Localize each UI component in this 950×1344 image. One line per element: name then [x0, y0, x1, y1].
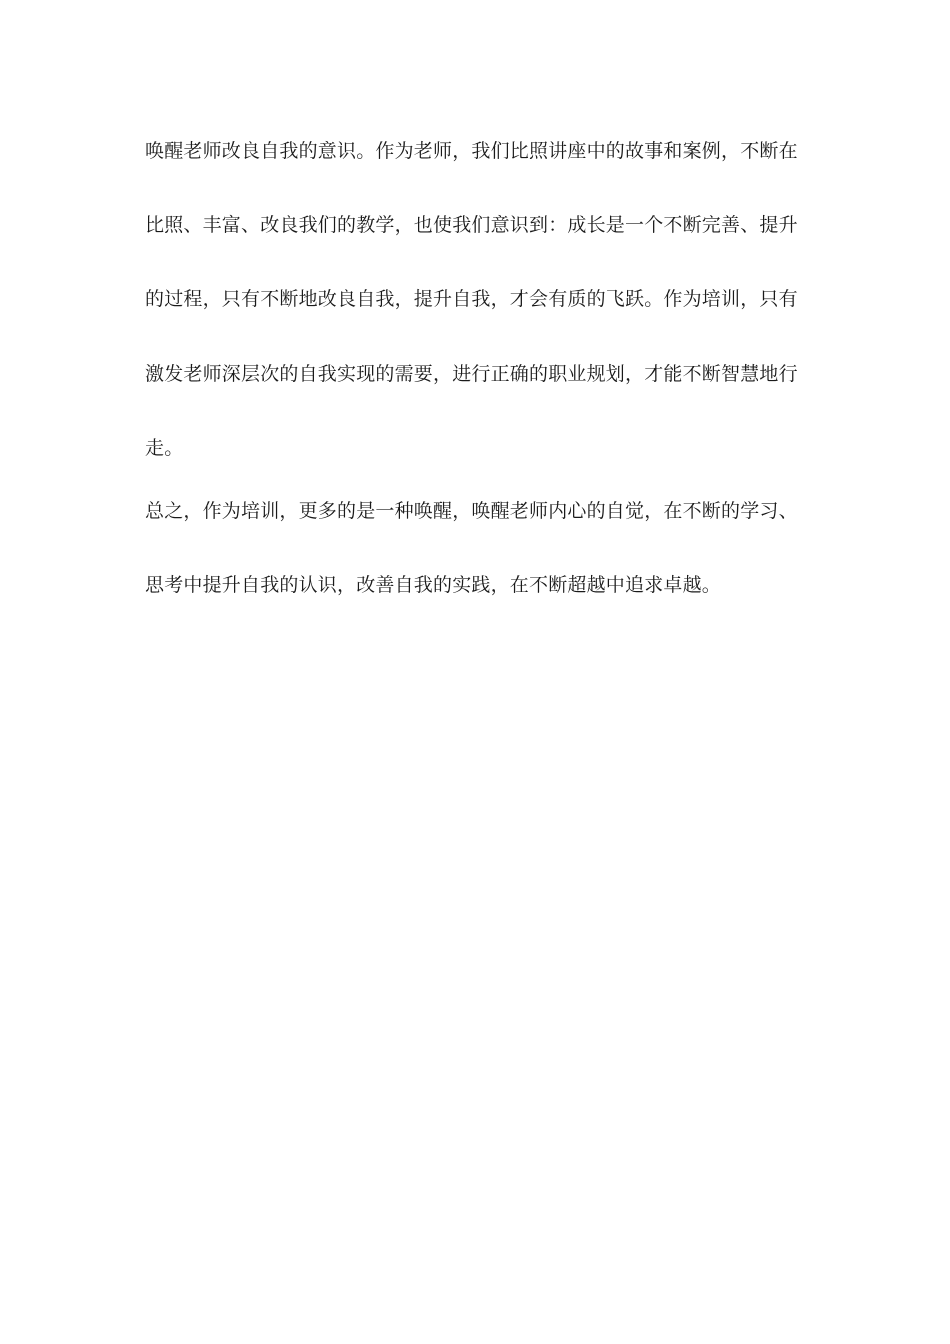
paragraph-2-line-1: 总之，作为培训，更多的是一种唤醒，唤醒老师内心的自觉，在不断的学习、 — [145, 500, 798, 522]
paragraph-2-line-2: 思考中提升自我的认识，改善自我的实践，在不断超越中追求卓越。 — [145, 574, 722, 596]
paragraph-1-line-3: 的过程，只有不断地改良自我，提升自我，才会有质的飞跃。作为培训，只有 — [145, 288, 798, 310]
paragraph-1-line-1: 唤醒老师改良自我的意识。作为老师，我们比照讲座中的故事和案例，不断在 — [145, 140, 798, 162]
paragraph-1-line-5: 走。 — [145, 437, 184, 459]
paragraph-1-line-2: 比照、丰富、改良我们的教学，也使我们意识到：成长是一个不断完善、提升 — [145, 214, 798, 236]
paragraph-1-line-4: 激发老师深层次的自我实现的需要，进行正确的职业规划，才能不断智慧地行 — [145, 363, 798, 385]
